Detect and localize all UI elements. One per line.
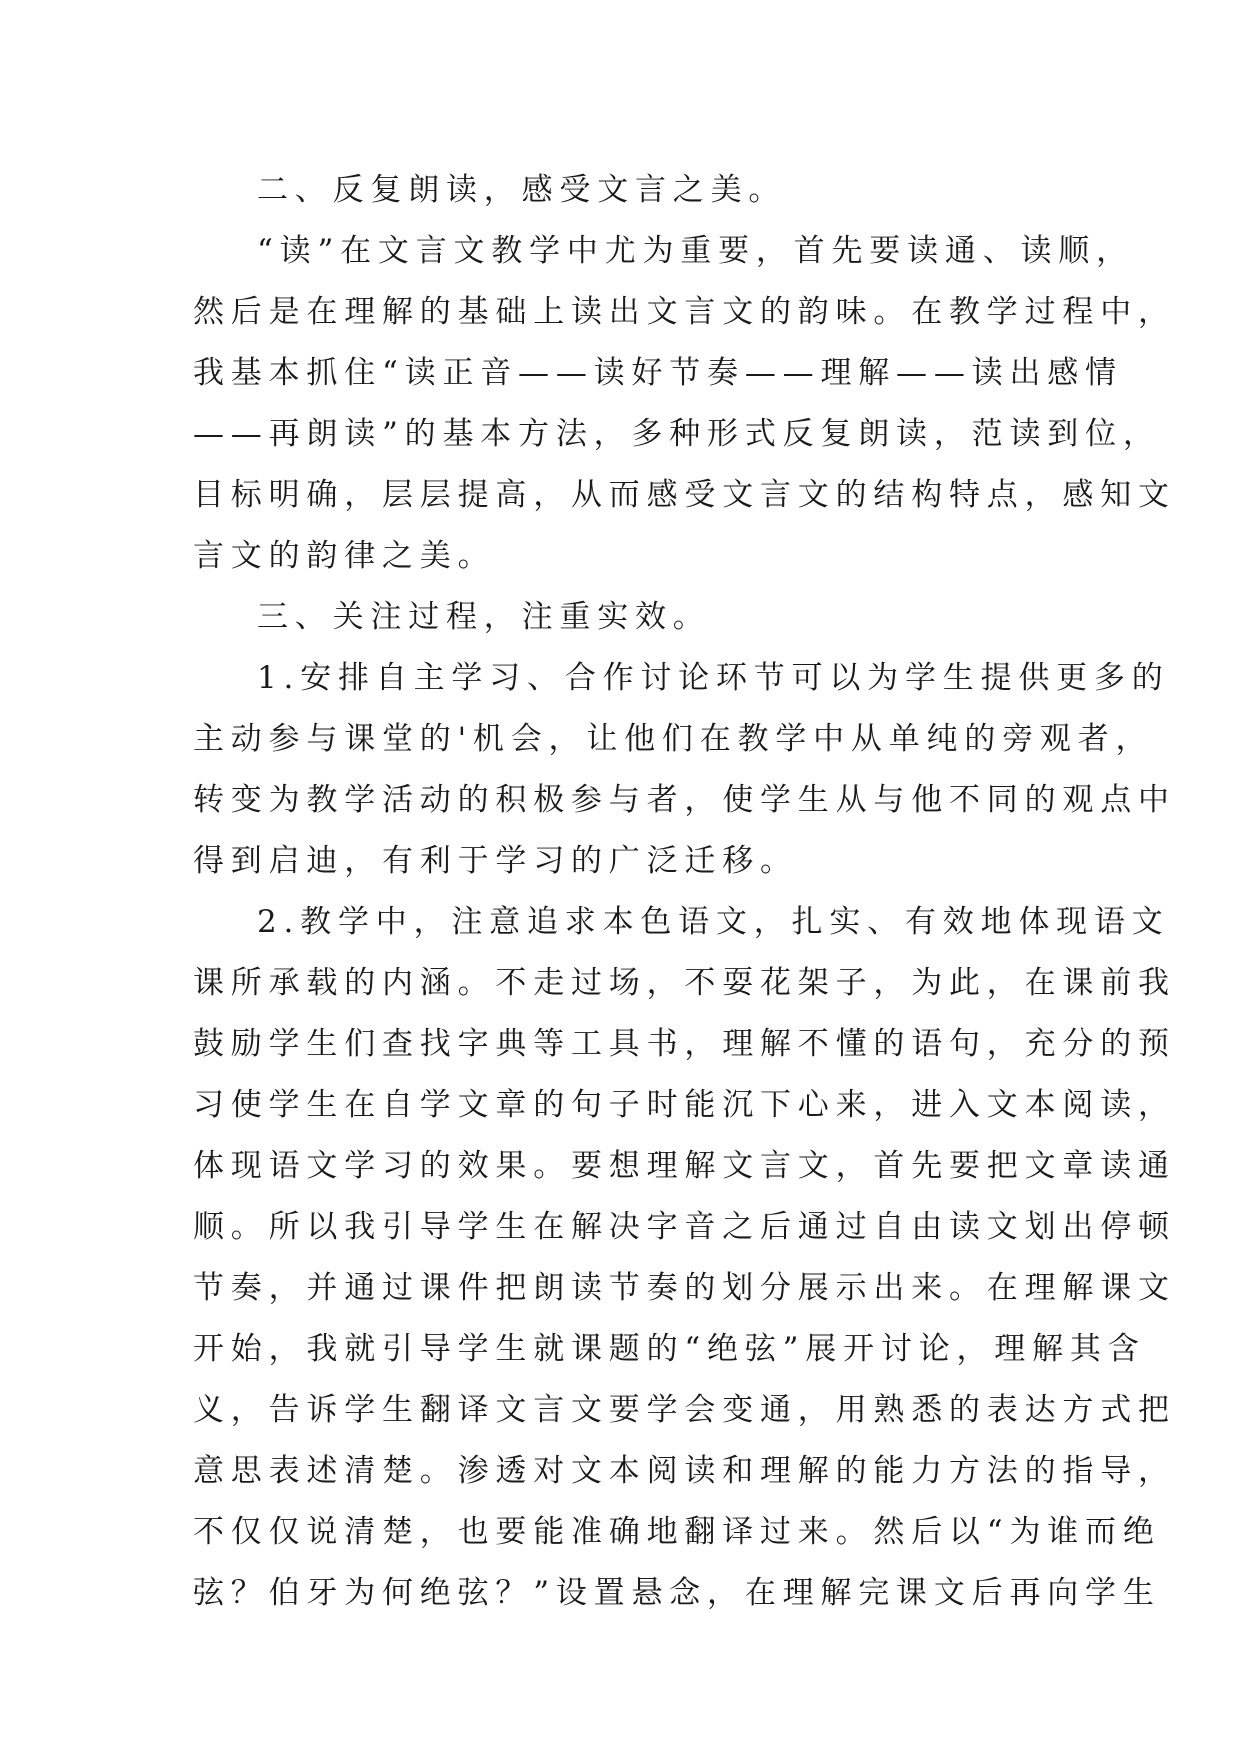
paragraph-line: 节奏，并通过课件把朗读节奏的划分展示出来。在理解课文 [193, 1270, 1176, 1306]
paragraph-line: ——再朗读”的基本方法，多种形式反复朗读，范读到位， [193, 416, 1161, 452]
paragraph-line: 主动参与课堂的'机会，让他们在教学中从单纯的旁观者， [193, 721, 1154, 757]
paragraph-line: 我基本抓住“读正音——读好节奏——理解——读出感情 [193, 355, 1123, 391]
document-body [193, 160, 1176, 1624]
paragraph-line: 2.教学中，注意追求本色语文，扎实、有效地体现语文 [257, 904, 1170, 940]
section-heading-3: 三、关注过程，注重实效。 [257, 599, 711, 635]
paragraph-line: 习使学生在自学文章的句子时能沉下心来，进入文本阅读， [193, 1087, 1176, 1123]
paragraph-line: 课所承载的内涵。不走过场，不耍花架子，为此，在课前我 [193, 965, 1176, 1001]
paragraph-line: 顺。所以我引导学生在解决字音之后通过自由读文划出停顿 [193, 1209, 1176, 1245]
paragraph-line: 然后是在理解的基础上读出文言文的韵味。在教学过程中， [193, 294, 1176, 330]
paragraph-line: 言文的韵律之美。 [193, 538, 496, 574]
section-heading-2: 二、反复朗读，感受文言之美。 [257, 172, 787, 208]
paragraph-line: 不仅仅说清楚，也要能准确地翻译过来。然后以“为谁而绝 [193, 1514, 1161, 1550]
paragraph-line: 义，告诉学生翻译文言文要学会变通，用熟悉的表达方式把 [193, 1392, 1176, 1428]
paragraph-line: 体现语文学习的效果。要想理解文言文，首先要把文章读通 [193, 1148, 1176, 1184]
paragraph-line: 弦？伯牙为何绝弦？”设置悬念，在理解完课文后再向学生 [193, 1575, 1161, 1611]
paragraph-line: 目标明确，层层提高，从而感受文言文的结构特点，感知文 [193, 477, 1176, 513]
paragraph-line: 开始，我就引导学生就课题的“绝弦”展开讨论，理解其含 [193, 1331, 1146, 1367]
paragraph-line: 转变为教学活动的积极参与者，使学生从与他不同的观点中 [193, 782, 1176, 818]
paragraph-line: 得到启迪，有利于学习的广泛迁移。 [193, 843, 798, 879]
paragraph-line: 1.安排自主学习、合作讨论环节可以为学生提供更多的 [257, 660, 1170, 696]
paragraph-line: “读”在文言文教学中尤为重要，首先要读通、读顺， [257, 233, 1134, 269]
paragraph-line: 鼓励学生们查找字典等工具书，理解不懂的语句，充分的预 [193, 1026, 1176, 1062]
paragraph-line: 意思表述清楚。渗透对文本阅读和理解的能力方法的指导， [193, 1453, 1176, 1489]
